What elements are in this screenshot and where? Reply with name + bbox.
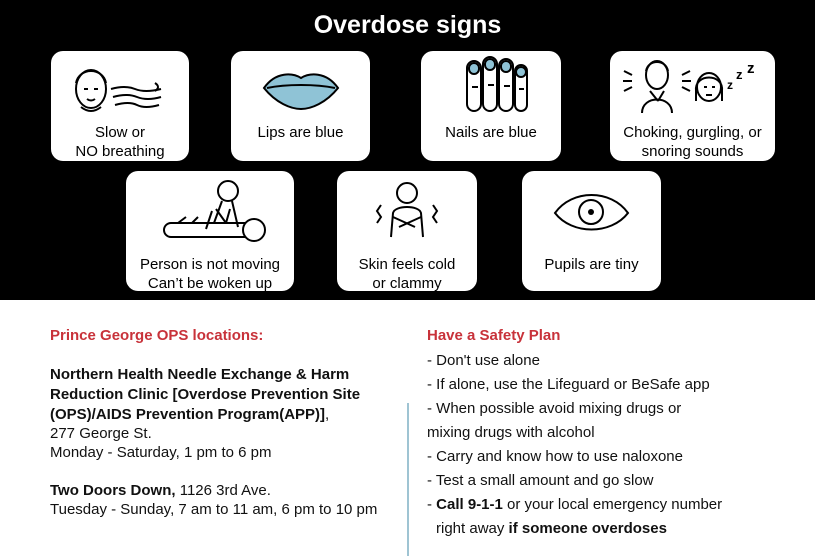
sign-label-line1: Person is not moving bbox=[139, 256, 281, 273]
safety-plan-call-line1 bbox=[427, 495, 722, 514]
site1-address: 277 George St. bbox=[50, 425, 152, 442]
lips-icon bbox=[231, 51, 370, 121]
call-911: Call 9-1-1 bbox=[436, 496, 503, 513]
sign-card-pupils bbox=[522, 171, 661, 291]
eye-icon bbox=[522, 171, 661, 251]
svg-text:z: z bbox=[747, 60, 755, 77]
sign-label-line1: Lips are blue bbox=[257, 124, 344, 141]
sign-card-lips bbox=[231, 51, 370, 161]
sign-label-line2: Can’t be woken up bbox=[147, 275, 273, 292]
sign-label-line2: snoring sounds bbox=[641, 143, 744, 160]
site2-name-address bbox=[50, 481, 271, 500]
sign-label-line1: Nails are blue bbox=[445, 124, 537, 141]
sign-card-not-moving bbox=[126, 171, 294, 291]
site1-name-line2: Reduction Clinic [Overdose Prevention Site bbox=[50, 386, 361, 403]
person-breathing-icon bbox=[51, 51, 189, 131]
call-line2-plain: right away bbox=[436, 520, 509, 537]
sign-card-choking bbox=[610, 51, 775, 161]
site1-hours: Monday - Saturday, 1 pm to 6 pm bbox=[50, 444, 272, 461]
safety-plan-call-line2 bbox=[436, 519, 667, 538]
sign-label-line2: or clammy bbox=[372, 275, 442, 292]
safety-plan-item: - Don't use alone bbox=[427, 352, 540, 369]
site1-name-line3-text: (OPS)/AIDS Prevention Program(APP)] bbox=[50, 406, 326, 423]
locations-title: Prince George OPS locations: bbox=[50, 327, 264, 344]
cpr-person-icon bbox=[126, 171, 294, 251]
site1-name-line1: Northern Health Needle Exchange & Harm bbox=[50, 366, 350, 383]
fingernails-icon bbox=[421, 51, 561, 121]
sign-label-line2: NO breathing bbox=[75, 143, 165, 160]
safety-plan-item: - If alone, use the Lifeguard or BeSafe app bbox=[427, 376, 710, 393]
call-prefix: - bbox=[427, 496, 437, 513]
sign-card-nails bbox=[421, 51, 561, 161]
safety-plan-item: - Test a small amount and go slow bbox=[427, 472, 654, 489]
sign-label-line1: Choking, gurgling, or bbox=[623, 124, 762, 141]
site2-address: 1126 3rd Ave. bbox=[175, 482, 271, 499]
safety-plan-item: mixing drugs with alcohol bbox=[427, 424, 595, 441]
site2-hours: Tuesday - Sunday, 7 am to 11 am, 6 pm to 10 pm bbox=[50, 501, 378, 518]
sign-label-line1: Skin feels cold bbox=[358, 256, 456, 273]
site1-name-line3 bbox=[50, 405, 329, 424]
svg-text:z: z bbox=[736, 67, 743, 82]
safety-plan-item: - Carry and know how to use naloxone bbox=[427, 448, 683, 465]
safety-plan-item: - When possible avoid mixing drugs or bbox=[427, 400, 682, 417]
shivering-person-icon bbox=[337, 171, 477, 251]
call-rest: or your local emergency number bbox=[502, 496, 723, 513]
safety-plan-title: Have a Safety Plan bbox=[427, 327, 561, 344]
site1-comma: , bbox=[325, 406, 330, 423]
sign-label-line1: Pupils are tiny bbox=[544, 256, 639, 273]
column-divider bbox=[407, 403, 409, 556]
sign-card-cold-skin bbox=[337, 171, 477, 291]
call-line2-bold: if someone overdoses bbox=[508, 520, 667, 537]
site2-name: Two Doors Down, bbox=[50, 482, 176, 499]
sign-label-line1: Slow or bbox=[94, 124, 146, 141]
svg-text:z: z bbox=[727, 78, 733, 92]
sign-card-breathing bbox=[51, 51, 189, 161]
banner-title: Overdose signs bbox=[313, 11, 502, 39]
choking-snoring-icon bbox=[610, 51, 775, 126]
